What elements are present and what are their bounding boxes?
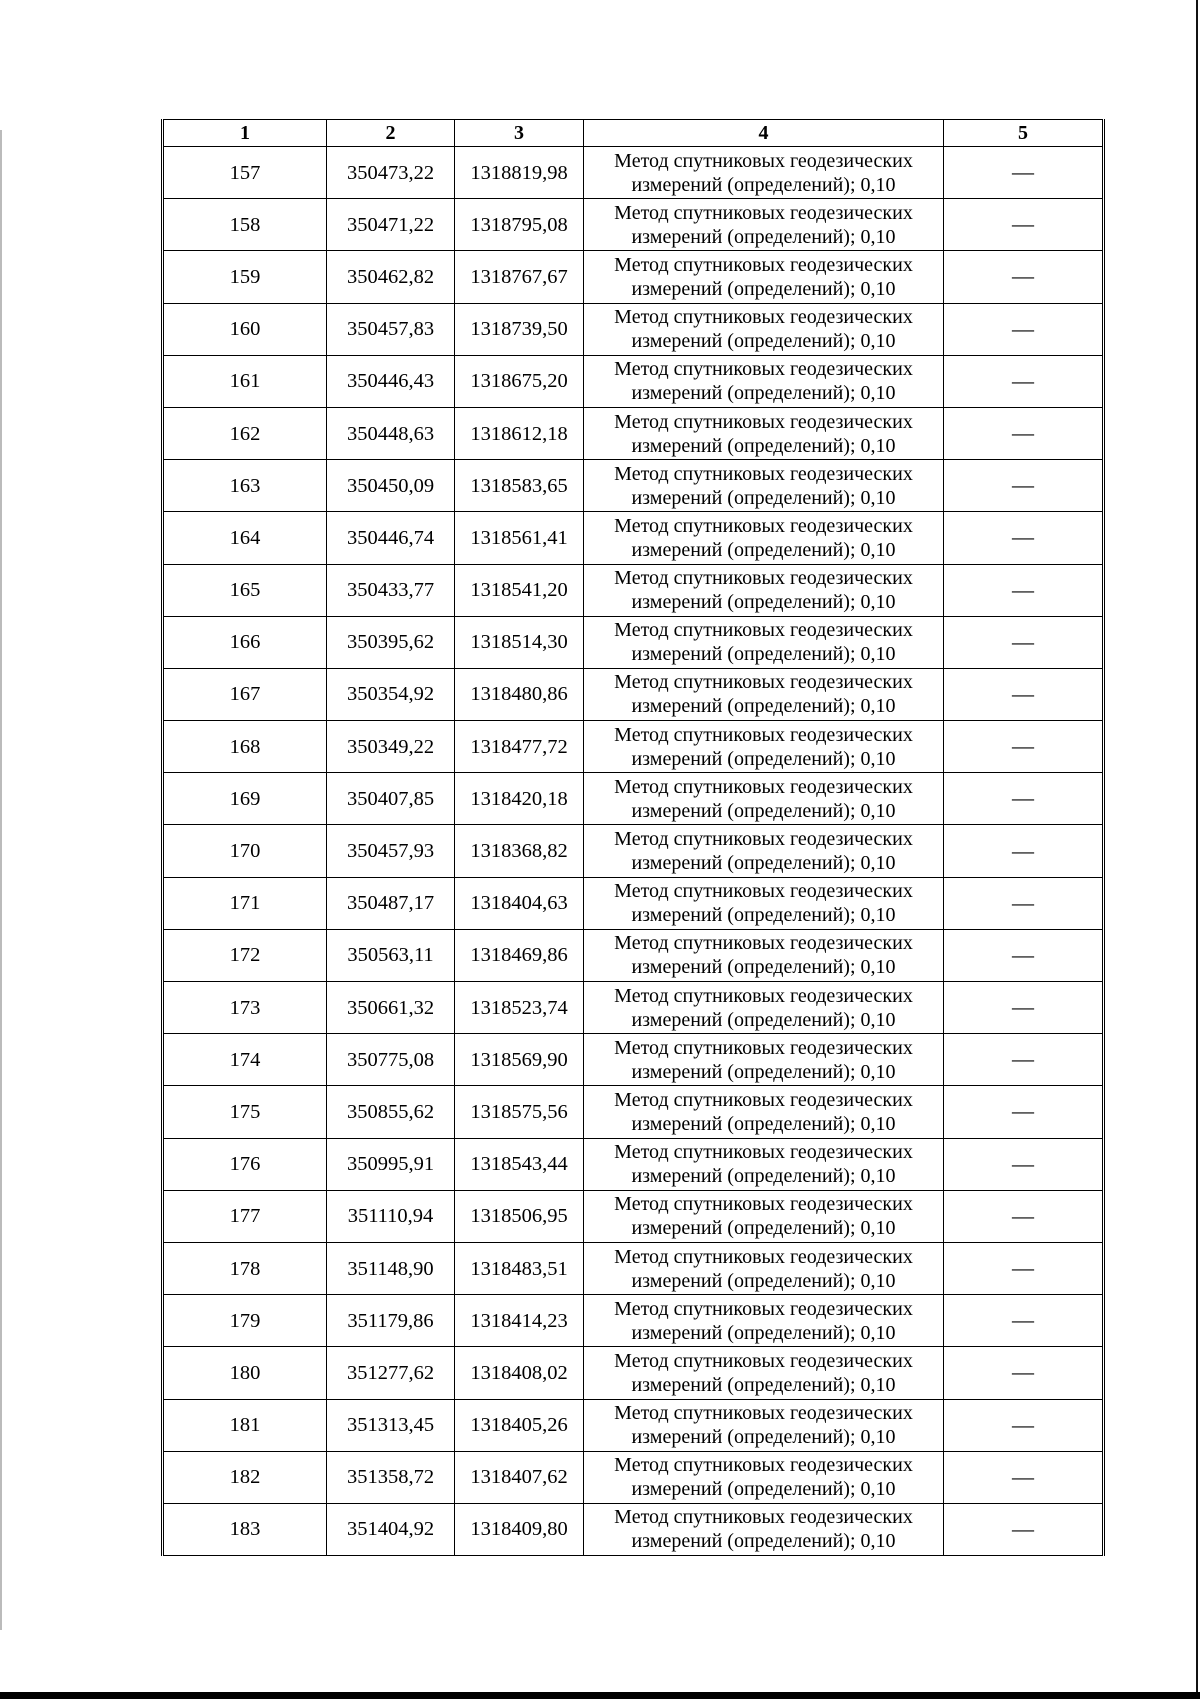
method-line: Метод спутниковых геодезических: [614, 358, 913, 381]
method-line: измерений (определений); 0,10: [631, 591, 896, 614]
y-coordinate-cell: 1318483,51: [455, 1242, 584, 1294]
y-coordinate-cell: 1318675,20: [455, 355, 584, 407]
method-cell: [584, 721, 944, 773]
dash-mark: —: [1012, 1255, 1034, 1281]
method-line: Метод спутниковых геодезических: [614, 149, 913, 172]
y-coordinate-cell: 1318569,90: [455, 1034, 584, 1086]
note-cell: [944, 1086, 1104, 1138]
x-coordinate-cell: 351358,72: [327, 1451, 455, 1503]
dash-mark: —: [1012, 367, 1034, 393]
method-cell: [584, 1451, 944, 1503]
note-cell: [944, 982, 1104, 1034]
method-cell: [584, 773, 944, 825]
dash-mark: —: [1012, 1411, 1034, 1437]
method-cell: [584, 407, 944, 459]
method-line: измерений (определений); 0,10: [631, 173, 896, 196]
dash-mark: —: [1012, 941, 1034, 967]
x-coordinate-cell: 350448,63: [327, 407, 455, 459]
note-cell: [944, 773, 1104, 825]
method-cell: [584, 303, 944, 355]
point-number-cell: 163: [163, 460, 327, 512]
method-line: измерений (определений); 0,10: [631, 852, 896, 875]
table-row: [163, 877, 1104, 929]
method-line: измерений (определений); 0,10: [631, 1165, 896, 1188]
x-coordinate-cell: 350775,08: [327, 1034, 455, 1086]
x-coordinate-cell: 351277,62: [327, 1347, 455, 1399]
point-number-cell: 164: [163, 512, 327, 564]
column-header: 4: [584, 120, 944, 147]
table-row: [163, 1295, 1104, 1347]
method-line: измерений (определений); 0,10: [631, 1269, 896, 1292]
y-coordinate-cell: 1318514,30: [455, 616, 584, 668]
method-line: измерений (определений); 0,10: [631, 277, 896, 300]
dash-mark: —: [1012, 785, 1034, 811]
method-line: измерений (определений); 0,10: [631, 643, 896, 666]
method-line: Метод спутниковых геодезических: [614, 619, 913, 642]
y-coordinate-cell: 1318819,98: [455, 147, 584, 199]
note-cell: [944, 1399, 1104, 1451]
table-row: [163, 825, 1104, 877]
point-number-cell: 176: [163, 1138, 327, 1190]
table-row: [163, 1190, 1104, 1242]
point-number-cell: 173: [163, 982, 327, 1034]
method-cell: [584, 147, 944, 199]
dash-mark: —: [1012, 420, 1034, 446]
y-coordinate-cell: 1318480,86: [455, 668, 584, 720]
method-line: Метод спутниковых геодезических: [614, 775, 913, 798]
table-row: [163, 721, 1104, 773]
table-row: [163, 1451, 1104, 1503]
point-number-cell: 181: [163, 1399, 327, 1451]
dash-mark: —: [1012, 733, 1034, 759]
scan-edge-left: [0, 130, 2, 1630]
table-header-row: [163, 120, 1104, 147]
column-header: 1: [163, 120, 327, 147]
method-line: измерений (определений); 0,10: [631, 1321, 896, 1344]
method-line: Метод спутниковых геодезических: [614, 514, 913, 537]
method-line: измерений (определений); 0,10: [631, 904, 896, 927]
method-cell: [584, 877, 944, 929]
method-cell: [584, 1503, 944, 1555]
point-number-cell: 162: [163, 407, 327, 459]
method-cell: [584, 616, 944, 668]
note-cell: [944, 1138, 1104, 1190]
method-cell: [584, 1295, 944, 1347]
dash-mark: —: [1012, 472, 1034, 498]
table-row: [163, 1503, 1104, 1555]
x-coordinate-cell: 350457,83: [327, 303, 455, 355]
x-coordinate-cell: 350855,62: [327, 1086, 455, 1138]
method-cell: [584, 1138, 944, 1190]
dash-mark: —: [1012, 576, 1034, 602]
method-cell: [584, 668, 944, 720]
method-line: измерений (определений); 0,10: [631, 330, 896, 353]
method-line: измерений (определений); 0,10: [631, 747, 896, 770]
dash-mark: —: [1012, 211, 1034, 237]
table-row: [163, 1086, 1104, 1138]
method-line: Метод спутниковых геодезических: [614, 410, 913, 433]
method-line: Метод спутниковых геодезических: [614, 1402, 913, 1425]
method-line: измерений (определений); 0,10: [631, 1373, 896, 1396]
method-line: измерений (определений); 0,10: [631, 538, 896, 561]
note-cell: [944, 251, 1104, 303]
y-coordinate-cell: 1318407,62: [455, 1451, 584, 1503]
x-coordinate-cell: 350473,22: [327, 147, 455, 199]
x-coordinate-cell: 350349,22: [327, 721, 455, 773]
y-coordinate-cell: 1318469,86: [455, 929, 584, 981]
point-number-cell: 179: [163, 1295, 327, 1347]
y-coordinate-cell: 1318409,80: [455, 1503, 584, 1555]
note-cell: [944, 877, 1104, 929]
x-coordinate-cell: 351110,94: [327, 1190, 455, 1242]
point-number-cell: 161: [163, 355, 327, 407]
note-cell: [944, 1503, 1104, 1555]
method-cell: [584, 1242, 944, 1294]
method-line: Метод спутниковых геодезических: [614, 253, 913, 276]
note-cell: [944, 825, 1104, 877]
dash-mark: —: [1012, 994, 1034, 1020]
method-cell: [584, 982, 944, 1034]
note-cell: [944, 355, 1104, 407]
dash-mark: —: [1012, 889, 1034, 915]
method-cell: [584, 929, 944, 981]
table-row: [163, 1034, 1104, 1086]
y-coordinate-cell: 1318506,95: [455, 1190, 584, 1242]
table-row: [163, 668, 1104, 720]
method-line: Метод спутниковых геодезических: [614, 1506, 913, 1529]
y-coordinate-cell: 1318414,23: [455, 1295, 584, 1347]
column-header: 2: [327, 120, 455, 147]
point-number-cell: 160: [163, 303, 327, 355]
table-row: [163, 773, 1104, 825]
method-line: Метод спутниковых геодезических: [614, 1193, 913, 1216]
x-coordinate-cell: 351404,92: [327, 1503, 455, 1555]
dash-mark: —: [1012, 263, 1034, 289]
note-cell: [944, 1190, 1104, 1242]
method-line: Метод спутниковых геодезических: [614, 671, 913, 694]
method-line: Метод спутниковых геодезических: [614, 1454, 913, 1477]
method-line: Метод спутниковых геодезических: [614, 1297, 913, 1320]
y-coordinate-cell: 1318541,20: [455, 564, 584, 616]
note-cell: [944, 460, 1104, 512]
table-row: [163, 1347, 1104, 1399]
x-coordinate-cell: 350446,74: [327, 512, 455, 564]
table-row: [163, 251, 1104, 303]
x-coordinate-cell: 350471,22: [327, 199, 455, 251]
x-coordinate-cell: 350457,93: [327, 825, 455, 877]
x-coordinate-cell: 350407,85: [327, 773, 455, 825]
dash-mark: —: [1012, 1046, 1034, 1072]
table-row: [163, 929, 1104, 981]
method-line: измерений (определений); 0,10: [631, 1530, 896, 1553]
method-line: измерений (определений); 0,10: [631, 1217, 896, 1240]
table-row: [163, 616, 1104, 668]
note-cell: [944, 512, 1104, 564]
dash-mark: —: [1012, 159, 1034, 185]
x-coordinate-cell: 350450,09: [327, 460, 455, 512]
point-number-cell: 182: [163, 1451, 327, 1503]
method-cell: [584, 355, 944, 407]
note-cell: [944, 721, 1104, 773]
table-body: [163, 147, 1104, 1556]
note-cell: [944, 668, 1104, 720]
method-cell: [584, 1190, 944, 1242]
method-line: измерений (определений); 0,10: [631, 799, 896, 822]
dash-mark: —: [1012, 837, 1034, 863]
point-number-cell: 167: [163, 668, 327, 720]
method-line: Метод спутниковых геодезических: [614, 828, 913, 851]
point-number-cell: 183: [163, 1503, 327, 1555]
y-coordinate-cell: 1318612,18: [455, 407, 584, 459]
table-row: [163, 303, 1104, 355]
method-cell: [584, 564, 944, 616]
method-line: Метод спутниковых геодезических: [614, 1141, 913, 1164]
coordinates-table: [161, 119, 1105, 1556]
point-number-cell: 172: [163, 929, 327, 981]
y-coordinate-cell: 1318477,72: [455, 721, 584, 773]
scan-edge-right: [1196, 0, 1198, 1699]
method-line: Метод спутниковых геодезических: [614, 1036, 913, 1059]
method-line: Метод спутниковых геодезических: [614, 880, 913, 903]
point-number-cell: 175: [163, 1086, 327, 1138]
point-number-cell: 180: [163, 1347, 327, 1399]
note-cell: [944, 1347, 1104, 1399]
table-row: [163, 1399, 1104, 1451]
method-line: Метод спутниковых геодезических: [614, 723, 913, 746]
method-line: Метод спутниковых геодезических: [614, 306, 913, 329]
method-cell: [584, 460, 944, 512]
y-coordinate-cell: 1318561,41: [455, 512, 584, 564]
x-coordinate-cell: 351179,86: [327, 1295, 455, 1347]
dash-mark: —: [1012, 1463, 1034, 1489]
dash-mark: —: [1012, 680, 1034, 706]
point-number-cell: 170: [163, 825, 327, 877]
note-cell: [944, 616, 1104, 668]
column-header: 5: [944, 120, 1104, 147]
point-number-cell: 165: [163, 564, 327, 616]
note-cell: [944, 1242, 1104, 1294]
note-cell: [944, 407, 1104, 459]
dash-mark: —: [1012, 1359, 1034, 1385]
y-coordinate-cell: 1318523,74: [455, 982, 584, 1034]
method-line: измерений (определений); 0,10: [631, 382, 896, 405]
x-coordinate-cell: 350995,91: [327, 1138, 455, 1190]
x-coordinate-cell: 350661,32: [327, 982, 455, 1034]
point-number-cell: 178: [163, 1242, 327, 1294]
table-row: [163, 355, 1104, 407]
method-line: Метод спутниковых геодезических: [614, 201, 913, 224]
table-row: [163, 407, 1104, 459]
method-line: измерений (определений); 0,10: [631, 225, 896, 248]
x-coordinate-cell: 351313,45: [327, 1399, 455, 1451]
method-line: измерений (определений); 0,10: [631, 695, 896, 718]
y-coordinate-cell: 1318543,44: [455, 1138, 584, 1190]
y-coordinate-cell: 1318767,67: [455, 251, 584, 303]
y-coordinate-cell: 1318368,82: [455, 825, 584, 877]
method-line: измерений (определений); 0,10: [631, 1112, 896, 1135]
method-line: Метод спутниковых геодезических: [614, 462, 913, 485]
dash-mark: —: [1012, 628, 1034, 654]
x-coordinate-cell: 350395,62: [327, 616, 455, 668]
method-line: измерений (определений); 0,10: [631, 434, 896, 457]
method-cell: [584, 825, 944, 877]
x-coordinate-cell: 350462,82: [327, 251, 455, 303]
note-cell: [944, 303, 1104, 355]
point-number-cell: 169: [163, 773, 327, 825]
dash-mark: —: [1012, 524, 1034, 550]
x-coordinate-cell: 350433,77: [327, 564, 455, 616]
method-line: Метод спутниковых геодезических: [614, 984, 913, 1007]
note-cell: [944, 199, 1104, 251]
method-line: измерений (определений); 0,10: [631, 1060, 896, 1083]
point-number-cell: 174: [163, 1034, 327, 1086]
dash-mark: —: [1012, 1515, 1034, 1541]
note-cell: [944, 1034, 1104, 1086]
y-coordinate-cell: 1318408,02: [455, 1347, 584, 1399]
table-row: [163, 460, 1104, 512]
method-line: Метод спутниковых геодезических: [614, 932, 913, 955]
note-cell: [944, 1451, 1104, 1503]
column-header: 3: [455, 120, 584, 147]
x-coordinate-cell: 350446,43: [327, 355, 455, 407]
point-number-cell: 168: [163, 721, 327, 773]
point-number-cell: 158: [163, 199, 327, 251]
dash-mark: —: [1012, 1150, 1034, 1176]
dash-mark: —: [1012, 1098, 1034, 1124]
table-row: [163, 564, 1104, 616]
y-coordinate-cell: 1318583,65: [455, 460, 584, 512]
table-row: [163, 512, 1104, 564]
method-line: измерений (определений); 0,10: [631, 1008, 896, 1031]
point-number-cell: 166: [163, 616, 327, 668]
note-cell: [944, 929, 1104, 981]
table-row: [163, 1138, 1104, 1190]
method-cell: [584, 1347, 944, 1399]
note-cell: [944, 564, 1104, 616]
x-coordinate-cell: 350563,11: [327, 929, 455, 981]
table-row: [163, 982, 1104, 1034]
point-number-cell: 157: [163, 147, 327, 199]
x-coordinate-cell: 350487,17: [327, 877, 455, 929]
method-line: измерений (определений); 0,10: [631, 956, 896, 979]
method-cell: [584, 512, 944, 564]
table-row: [163, 1242, 1104, 1294]
y-coordinate-cell: 1318404,63: [455, 877, 584, 929]
method-cell: [584, 1399, 944, 1451]
y-coordinate-cell: 1318405,26: [455, 1399, 584, 1451]
method-line: Метод спутниковых геодезических: [614, 1349, 913, 1372]
y-coordinate-cell: 1318575,56: [455, 1086, 584, 1138]
point-number-cell: 159: [163, 251, 327, 303]
dash-mark: —: [1012, 1202, 1034, 1228]
point-number-cell: 171: [163, 877, 327, 929]
method-cell: [584, 199, 944, 251]
scan-edge-bottom: [0, 1692, 1200, 1699]
table-row: [163, 199, 1104, 251]
y-coordinate-cell: 1318739,50: [455, 303, 584, 355]
method-cell: [584, 251, 944, 303]
method-cell: [584, 1086, 944, 1138]
method-line: измерений (определений); 0,10: [631, 1478, 896, 1501]
dash-mark: —: [1012, 1307, 1034, 1333]
y-coordinate-cell: 1318420,18: [455, 773, 584, 825]
x-coordinate-cell: 351148,90: [327, 1242, 455, 1294]
method-line: Метод спутниковых геодезических: [614, 567, 913, 590]
method-cell: [584, 1034, 944, 1086]
point-number-cell: 177: [163, 1190, 327, 1242]
method-line: Метод спутниковых геодезических: [614, 1245, 913, 1268]
method-line: Метод спутниковых геодезических: [614, 1088, 913, 1111]
y-coordinate-cell: 1318795,08: [455, 199, 584, 251]
note-cell: [944, 1295, 1104, 1347]
note-cell: [944, 147, 1104, 199]
table-row: [163, 147, 1104, 199]
dash-mark: —: [1012, 315, 1034, 341]
method-line: измерений (определений); 0,10: [631, 1426, 896, 1449]
x-coordinate-cell: 350354,92: [327, 668, 455, 720]
method-line: измерений (определений); 0,10: [631, 486, 896, 509]
